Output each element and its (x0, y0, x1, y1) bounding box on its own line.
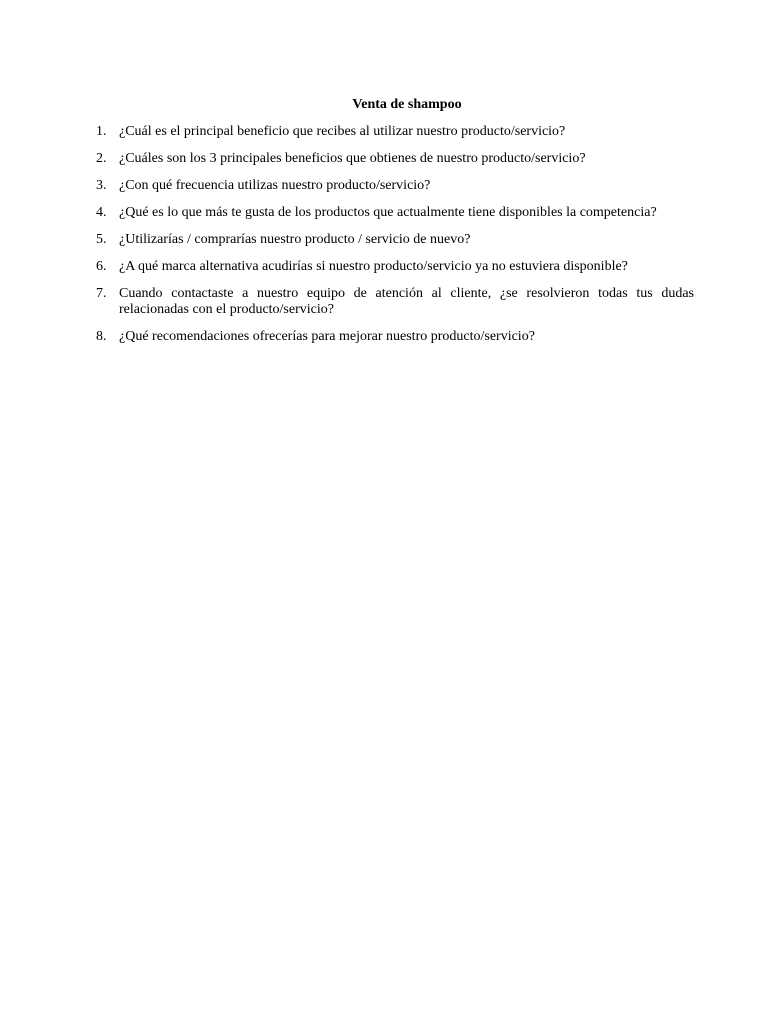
question-item (96, 205, 694, 221)
question-item (96, 178, 694, 194)
question-text: ¿Cuáles son los 3 principales beneficios que obtienes de nuestro producto/servicio? (119, 151, 586, 166)
question-number: 6. (96, 259, 107, 274)
question-number: 3. (96, 178, 107, 193)
question-text: Cuando contactaste a nuestro equipo de atención al cliente, ¿se resolvieron todas tus dudas relacionadas con el producto/servicio? (119, 286, 694, 317)
question-item (96, 259, 694, 275)
question-item (96, 329, 694, 345)
document-title: Venta de shampoo (352, 97, 462, 112)
question-item (96, 232, 694, 248)
question-text: ¿Con qué frecuencia utilizas nuestro producto/servicio? (119, 178, 431, 193)
question-item (96, 286, 694, 318)
question-list (96, 124, 694, 356)
question-number: 2. (96, 151, 107, 166)
question-text: ¿Qué es lo que más te gusta de los productos que actualmente tiene disponibles la competencia? (119, 205, 657, 220)
question-item (96, 124, 694, 140)
question-number: 1. (96, 124, 107, 139)
question-number: 7. (96, 286, 107, 301)
question-item (96, 151, 694, 167)
question-number: 4. (96, 205, 107, 220)
question-text: ¿A qué marca alternativa acudirías si nuestro producto/servicio ya no estuviera disponible? (119, 259, 628, 274)
question-text: ¿Qué recomendaciones ofrecerías para mejorar nuestro producto/servicio? (119, 329, 535, 344)
question-number: 5. (96, 232, 107, 247)
question-text: ¿Utilizarías / comprarías nuestro producto / servicio de nuevo? (119, 232, 471, 247)
question-number: 8. (96, 329, 107, 344)
question-text: ¿Cuál es el principal beneficio que recibes al utilizar nuestro producto/servicio? (119, 124, 566, 139)
